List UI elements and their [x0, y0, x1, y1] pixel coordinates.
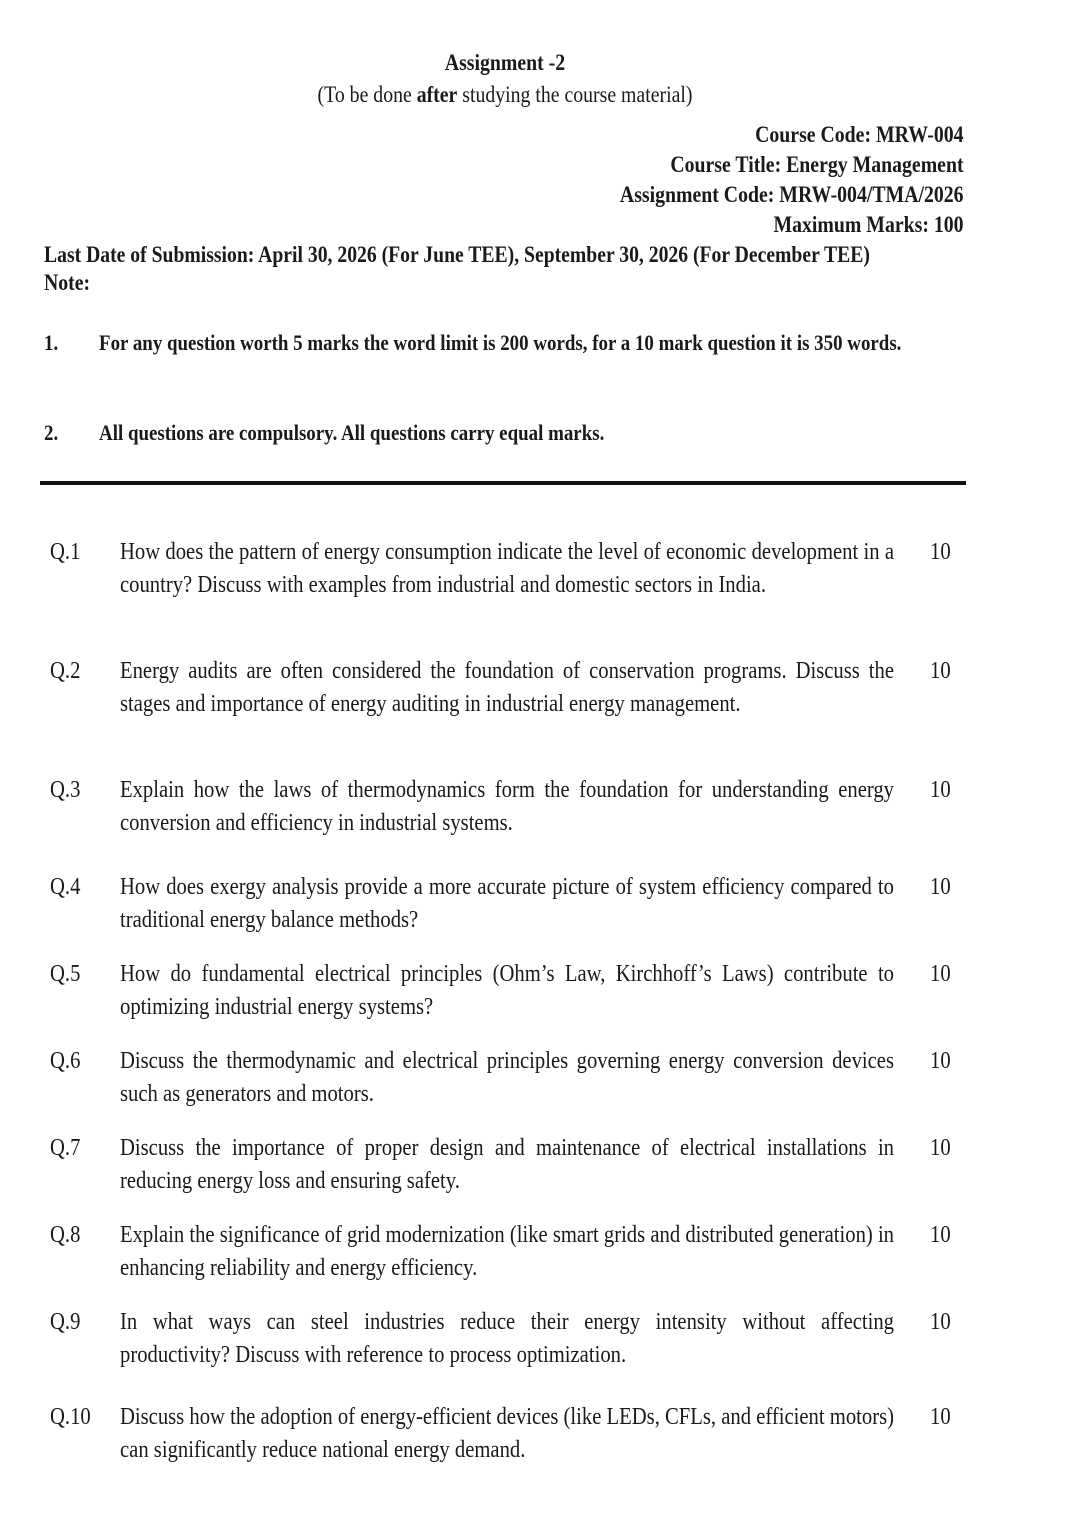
- question-number: Q.6: [50, 1048, 81, 1074]
- note-item-number: 1.: [44, 330, 59, 355]
- submission-deadline: Last Date of Submission: April 30, 2026 (For June TEE), September 30, 2026 (For December TEE): [44, 242, 870, 267]
- question-marks: 10: [930, 1135, 951, 1161]
- question-number: Q.5: [50, 961, 81, 987]
- assignment-code: Assignment Code: MRW-004/TMA/2026: [620, 182, 964, 207]
- question-marks: 10: [930, 658, 951, 684]
- question-text: In what ways can steel industries reduce their energy intensity without affecting productivity? Discuss with reference to process optimization.: [120, 1309, 894, 1368]
- note-label: Note:: [44, 270, 91, 295]
- question-text: How does exergy analysis provide a more accurate picture of system efficiency compared to traditional energy balance methods?: [120, 874, 894, 933]
- question-number: Q.9: [50, 1309, 81, 1335]
- question-text: Discuss how the adoption of energy-efficient devices (like LEDs, CFLs, and efficient motors) can significantly reduce national energy demand.: [120, 1404, 894, 1463]
- note-item-text: All questions are compulsory. All questions carry equal marks.: [99, 420, 605, 445]
- question-marks: 10: [930, 961, 951, 987]
- question-number: Q.2: [50, 658, 81, 684]
- question-marks: 10: [930, 1404, 951, 1430]
- question-text: How do fundamental electrical principles (Ohm’s Law, Kirchhoff’s Laws) contribute to optimizing industrial energy systems?: [120, 961, 894, 1020]
- subtitle-text-post: studying the course material): [457, 82, 693, 107]
- question-number: Q.10: [50, 1404, 91, 1430]
- question-marks: 10: [930, 1048, 951, 1074]
- question-text: Explain how the laws of thermodynamics form the foundation for understanding energy conversion and efficiency in industrial systems.: [120, 777, 894, 836]
- note-item-text: For any question worth 5 marks the word limit is 200 words, for a 10 mark question it is 350 words.: [99, 330, 902, 355]
- question-text: Discuss the importance of proper design and maintenance of electrical installations in reducing energy loss and ensuring safety.: [120, 1135, 894, 1194]
- question-marks: 10: [930, 1309, 951, 1335]
- question-number: Q.1: [50, 539, 81, 565]
- question-number: Q.4: [50, 874, 81, 900]
- question-marks: 10: [930, 539, 951, 565]
- section-divider: [40, 481, 966, 485]
- question-number: Q.7: [50, 1135, 81, 1161]
- question-number: Q.3: [50, 777, 81, 803]
- course-meta-block: [620, 120, 964, 240]
- question-text: Energy audits are often considered the foundation of conservation programs. Discuss the stages and importance of energy auditing in industrial energy management.: [120, 658, 894, 717]
- subtitle-text-pre: (To be done: [317, 82, 417, 107]
- question-number: Q.8: [50, 1222, 81, 1248]
- question-marks: 10: [930, 874, 951, 900]
- assignment-subtitle: [71, 82, 940, 108]
- maximum-marks: Maximum Marks: 100: [773, 212, 964, 237]
- question-text: How does the pattern of energy consumption indicate the level of economic development in a country? Discuss with examples from industrial and domestic sectors in India.: [120, 539, 894, 598]
- course-code: Course Code: MRW-004: [755, 122, 964, 147]
- course-title: Course Title: Energy Management: [670, 152, 964, 177]
- question-marks: 10: [930, 1222, 951, 1248]
- note-item-number: 2.: [44, 420, 59, 445]
- subtitle-text-emphasis: after: [416, 82, 458, 107]
- question-marks: 10: [930, 777, 951, 803]
- assignment-title: Assignment -2: [444, 50, 566, 75]
- question-text: Explain the significance of grid modernization (like smart grids and distributed generation) in enhancing reliability and energy efficiency.: [120, 1222, 894, 1281]
- question-text: Discuss the thermodynamic and electrical principles governing energy conversion devices such as generators and motors.: [120, 1048, 894, 1107]
